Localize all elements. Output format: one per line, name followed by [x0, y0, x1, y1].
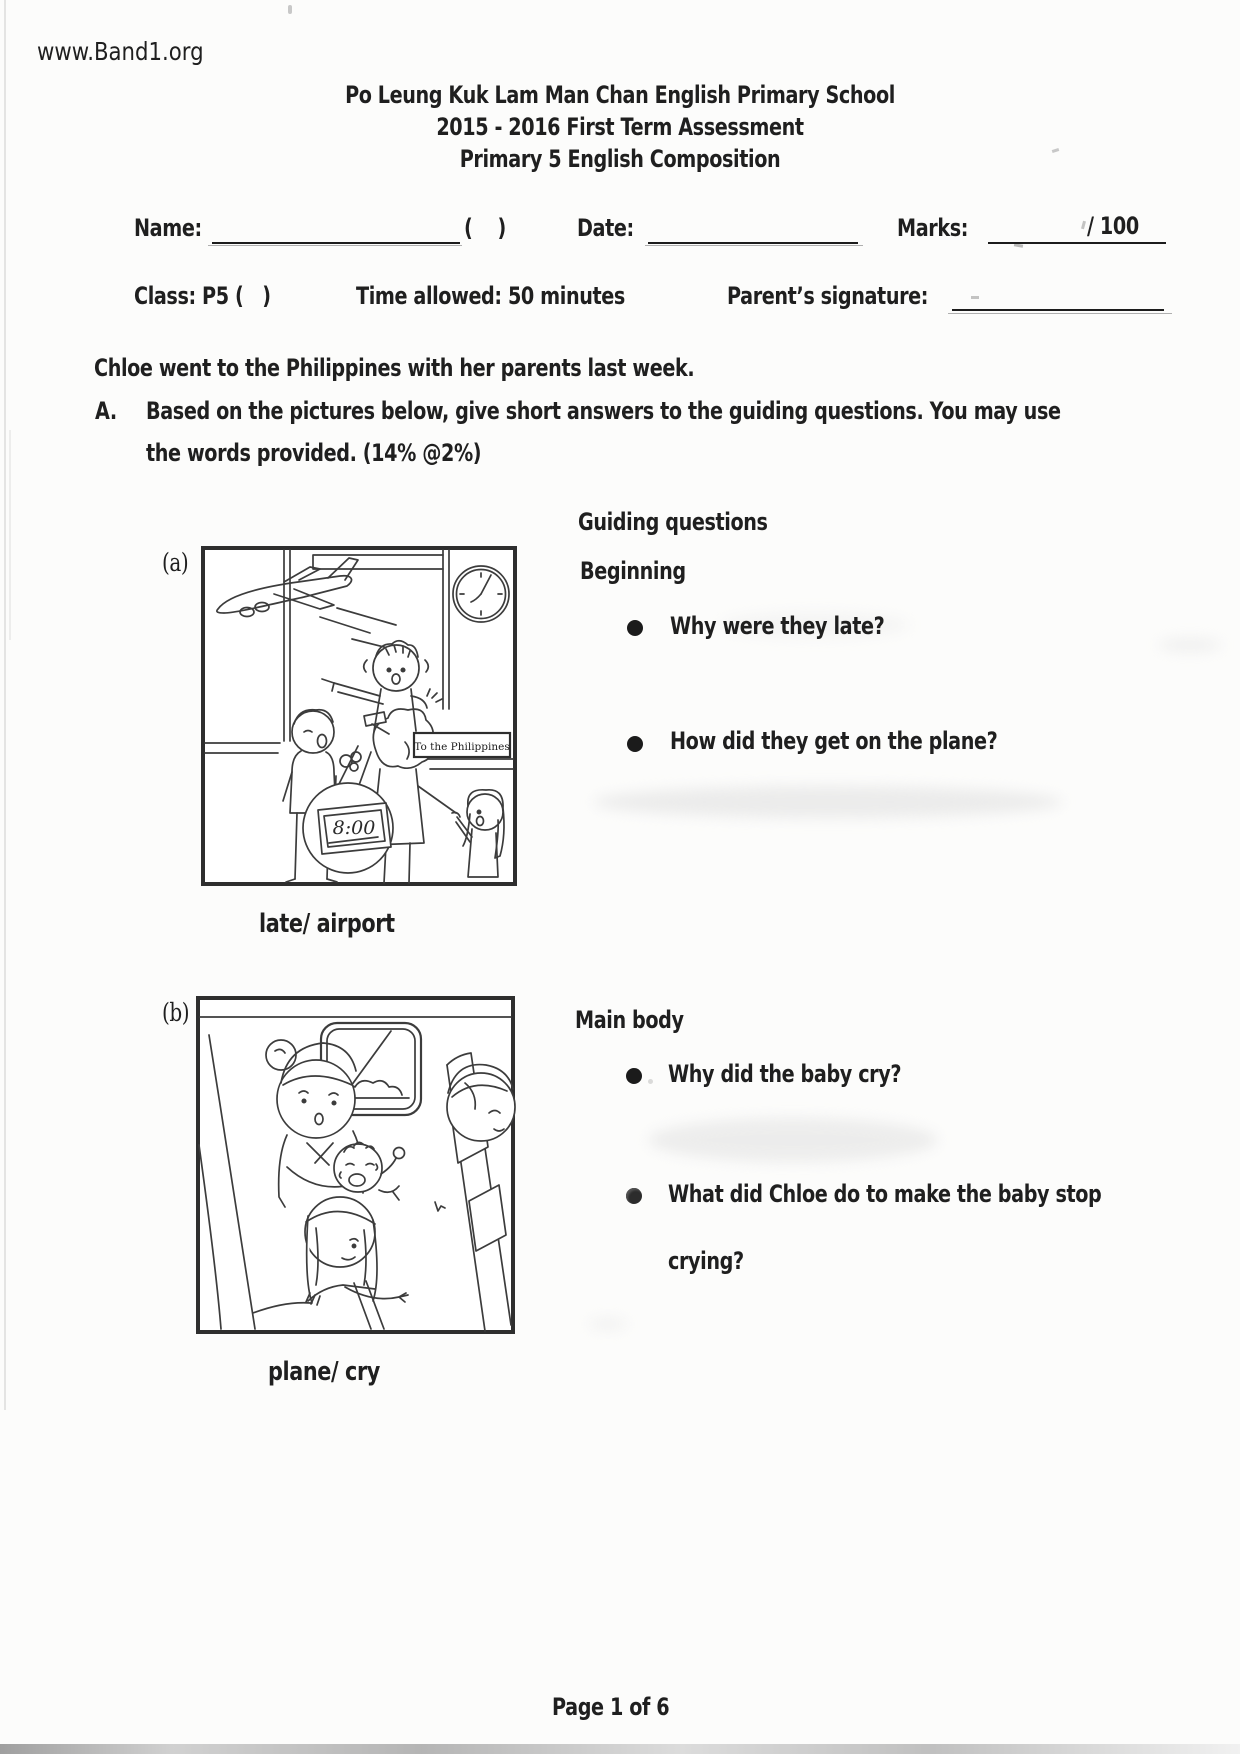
class-label: Class: P5 ( )	[134, 282, 271, 310]
signature-blank-line-echo	[948, 282, 1172, 314]
context-sentence: Chloe went to the Philippines with her parents last week.	[94, 354, 695, 382]
question-text-wrap: crying?	[668, 1247, 744, 1275]
school-name: Po Leung Kuk Lam Man Chan English Primary School	[345, 81, 895, 109]
main-body-heading: Main body	[575, 1006, 684, 1034]
marks-total: / 100	[1087, 212, 1139, 240]
question-text: Why were they late?	[670, 612, 885, 640]
philippines-sign-text: To the Philippines	[414, 741, 510, 753]
beginning-heading: Beginning	[580, 557, 686, 585]
assessment-title: 2015 - 2016 First Term Assessment	[436, 113, 804, 141]
section-letter: A.	[95, 397, 117, 425]
page-footer: Page 1 of 6	[552, 1693, 670, 1721]
question-text: Why did the baby cry?	[668, 1060, 902, 1088]
instruction-line-1: Based on the pictures below, give short answers to the guiding questions. You may use	[146, 397, 1061, 425]
scan-edge-left	[4, 0, 6, 1410]
time-allowed-label: Time allowed: 50 minutes	[356, 282, 625, 310]
question-bullet	[627, 620, 643, 636]
signature-label: Parent’s signature:	[727, 282, 929, 310]
scan-speck	[288, 5, 292, 14]
pencil-smudge	[648, 1118, 938, 1162]
scan-speck	[648, 1079, 653, 1084]
subject-title: Primary 5 English Composition	[459, 145, 781, 173]
name-paren: ( )	[464, 214, 506, 242]
scan-bottom-band	[0, 1744, 1240, 1754]
marks-blank-line	[988, 212, 1166, 244]
pencil-smudge	[588, 1318, 628, 1330]
date-blank-line-echo	[645, 214, 863, 246]
question-bullet	[626, 1068, 642, 1084]
pencil-smudge	[1158, 638, 1222, 652]
instruction-line-2: the words provided. (14% @2%)	[146, 439, 482, 467]
name-label: Name:	[134, 214, 202, 242]
marks-label: Marks:	[897, 214, 969, 242]
picture-a-caption: late/ airport	[259, 909, 395, 939]
picture-a-airport-drawing	[200, 545, 518, 887]
question-text: How did they get on the plane?	[670, 727, 998, 755]
departure-time-text: 8:00	[332, 817, 376, 839]
picture-a-label: (a)	[162, 548, 189, 577]
name-blank-line-echo	[208, 214, 462, 246]
scan-edge-left2	[9, 430, 11, 640]
picture-b-label: (b)	[162, 998, 190, 1027]
question-bullet	[626, 1188, 642, 1204]
guiding-questions-title: Guiding questions	[578, 508, 768, 536]
picture-b-plane-drawing	[195, 995, 516, 1335]
picture-b-caption: plane/ cry	[268, 1357, 380, 1387]
date-label: Date:	[577, 214, 634, 242]
pencil-smudge	[593, 786, 1063, 818]
question-text: What did Chloe do to make the baby stop	[668, 1180, 1102, 1208]
question-bullet	[627, 736, 643, 752]
watermark-url: www.Band1.org	[37, 37, 204, 66]
